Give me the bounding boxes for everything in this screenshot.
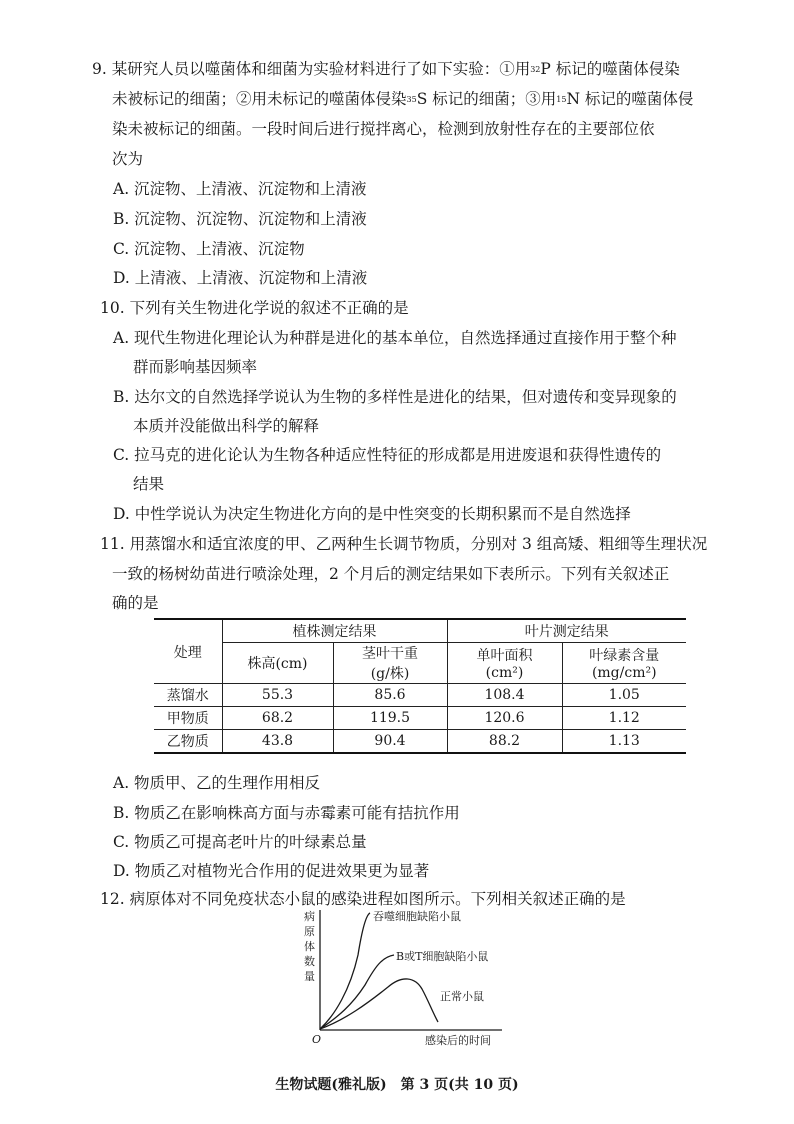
curve-label-bt-cell-deficient: B或T细胞缺陷小鼠 bbox=[396, 950, 489, 963]
q10-option-a-line-1: A. 现代生物进化理论认为种群是进化的基本单位，自然选择通过直接作用于整个种 bbox=[113, 329, 677, 347]
curve-phagocyte-deficient bbox=[320, 913, 370, 1029]
q11-option-b: B. 物质乙在影响株高方面与赤霉素可能有拮抗作用 bbox=[113, 804, 460, 822]
q9-text: 未被标记的细菌；②用未标记的噬菌体侵染 bbox=[112, 90, 407, 108]
q11-stem-line-3: 确的是 bbox=[112, 594, 159, 612]
q9-text: 9. 某研究人员以噬菌体和细菌为实验材料进行了如下实验：①用 bbox=[92, 60, 531, 78]
y-axis-label-char: 病 bbox=[304, 910, 315, 923]
table-row bbox=[154, 707, 686, 730]
curve-normal-mouse bbox=[320, 979, 438, 1029]
header-treatment: 处理 bbox=[154, 619, 222, 684]
cell-height: 55.3 bbox=[222, 684, 333, 707]
q11-stem-line-1: 11. 用蒸馏水和适宜浓度的甲、乙两种生长调节物质，分别对 3 组高矮、粗细等生理状况 bbox=[100, 535, 708, 553]
q9-text: S 标记的细菌；③用 bbox=[416, 90, 557, 108]
q9-line-4: 次为 bbox=[112, 150, 144, 168]
curve-label-normal-mouse: 正常小鼠 bbox=[440, 990, 484, 1003]
q10-option-b-line-1: B. 达尔文的自然选择学说认为生物的多样性是进化的结果，但对遗传和变异现象的 bbox=[113, 388, 677, 406]
header-dry-weight-label: 茎叶干重 bbox=[362, 646, 418, 662]
results-table bbox=[154, 618, 686, 754]
q9-option-b: B. 沉淀物、沉淀物、沉淀物和上清液 bbox=[113, 210, 367, 228]
cell-chlorophyll: 1.12 bbox=[562, 707, 686, 730]
page-footer: 生物试题(雅礼版) 第 3 页(共 10 页) bbox=[275, 1077, 519, 1093]
header-leaf-area-unit: (cm²) bbox=[485, 665, 524, 681]
y-axis-label-char: 体 bbox=[304, 940, 315, 953]
isotope-mass-35: 35 bbox=[406, 95, 417, 104]
header-chlorophyll-unit: (mg/cm²) bbox=[591, 665, 657, 681]
cell-area: 88.2 bbox=[447, 730, 562, 754]
q10-option-c-line-2: 结果 bbox=[133, 475, 165, 493]
isotope-mass-32: 32 bbox=[530, 65, 541, 74]
table-row bbox=[154, 730, 686, 754]
header-leaf-area-label: 单叶面积 bbox=[476, 648, 533, 664]
row-name: 乙物质 bbox=[154, 730, 222, 754]
y-axis-label-char: 量 bbox=[304, 970, 315, 983]
q10-option-d: D. 中性学说认为决定生物进化方向的是中性突变的长期积累而不是自然选择 bbox=[113, 505, 631, 523]
header-chlorophyll bbox=[562, 643, 686, 684]
q9-line-2 bbox=[112, 88, 693, 110]
header-dry-weight bbox=[333, 643, 447, 684]
cell-area: 120.6 bbox=[447, 707, 562, 730]
cell-weight: 85.6 bbox=[333, 684, 447, 707]
table-header-row bbox=[154, 619, 686, 643]
y-axis-label-char: 数 bbox=[304, 955, 315, 968]
q11-option-a: A. 物质甲、乙的生理作用相反 bbox=[113, 774, 321, 792]
q12-stem: 12. 病原体对不同免疫状态小鼠的感染进程如图所示。下列相关叙述正确的是 bbox=[100, 890, 626, 908]
curve-label-phagocyte-deficient: 吞噬细胞缺陷小鼠 bbox=[373, 910, 461, 923]
header-dry-weight-unit: (g/株) bbox=[370, 666, 410, 682]
q9-text: N 标记的噬菌体侵 bbox=[566, 90, 694, 108]
cell-weight: 90.4 bbox=[333, 730, 447, 754]
header-plant-height: 株高(cm) bbox=[222, 643, 333, 684]
table-row bbox=[154, 684, 686, 707]
header-plant-results: 植株测定结果 bbox=[222, 619, 447, 643]
q10-stem: 10. 下列有关生物进化学说的叙述不正确的是 bbox=[100, 299, 409, 317]
cell-chlorophyll: 1.05 bbox=[562, 684, 686, 707]
q9-line-3: 染未被标记的细菌。一段时间后进行搅拌离心，检测到放射性存在的主要部位依 bbox=[112, 120, 655, 138]
cell-height: 43.8 bbox=[222, 730, 333, 754]
infection-graph bbox=[290, 905, 520, 1050]
cell-chlorophyll: 1.13 bbox=[562, 730, 686, 754]
q9-text: P 标记的噬菌体侵染 bbox=[540, 60, 680, 78]
cell-height: 68.2 bbox=[222, 707, 333, 730]
x-axis-label: 感染后的时间 bbox=[425, 1034, 491, 1047]
q9-option-d: D. 上清液、上清液、沉淀物和上清液 bbox=[113, 269, 368, 287]
header-leaf-results: 叶片测定结果 bbox=[447, 619, 686, 643]
header-leaf-area bbox=[447, 643, 562, 684]
isotope-mass-15: 15 bbox=[556, 95, 567, 104]
cell-weight: 119.5 bbox=[333, 707, 447, 730]
curve-bt-cell-deficient bbox=[320, 955, 394, 1029]
q11-option-c: C. 物质乙可提高老叶片的叶绿素总量 bbox=[113, 833, 367, 851]
origin-label: O bbox=[312, 1033, 322, 1046]
q9-option-a: A. 沉淀物、上清液、沉淀物和上清液 bbox=[113, 180, 367, 198]
table-subheader-row bbox=[154, 643, 686, 684]
row-name: 甲物质 bbox=[154, 707, 222, 730]
q10-option-b-line-2: 本质并没能做出科学的解释 bbox=[133, 417, 320, 435]
y-axis-label-char: 原 bbox=[304, 925, 315, 938]
q10-option-a-line-2: 群而影响基因频率 bbox=[133, 358, 258, 376]
q10-option-c-line-1: C. 拉马克的进化论认为生物各种适应性特征的形成都是用进废退和获得性遗传的 bbox=[113, 446, 662, 464]
row-name: 蒸馏水 bbox=[154, 684, 222, 707]
q11-option-d: D. 物质乙对植物光合作用的促进效果更为显著 bbox=[113, 862, 430, 880]
q11-stem-line-2: 一致的杨树幼苗进行喷涂处理，2 个月后的测定结果如下表所示。下列有关叙述正 bbox=[112, 565, 670, 583]
q9-line-1 bbox=[92, 58, 680, 80]
cell-area: 108.4 bbox=[447, 684, 562, 707]
header-chlorophyll-label: 叶绿素含量 bbox=[589, 648, 660, 664]
q9-option-c: C. 沉淀物、上清液、沉淀物 bbox=[113, 240, 305, 258]
